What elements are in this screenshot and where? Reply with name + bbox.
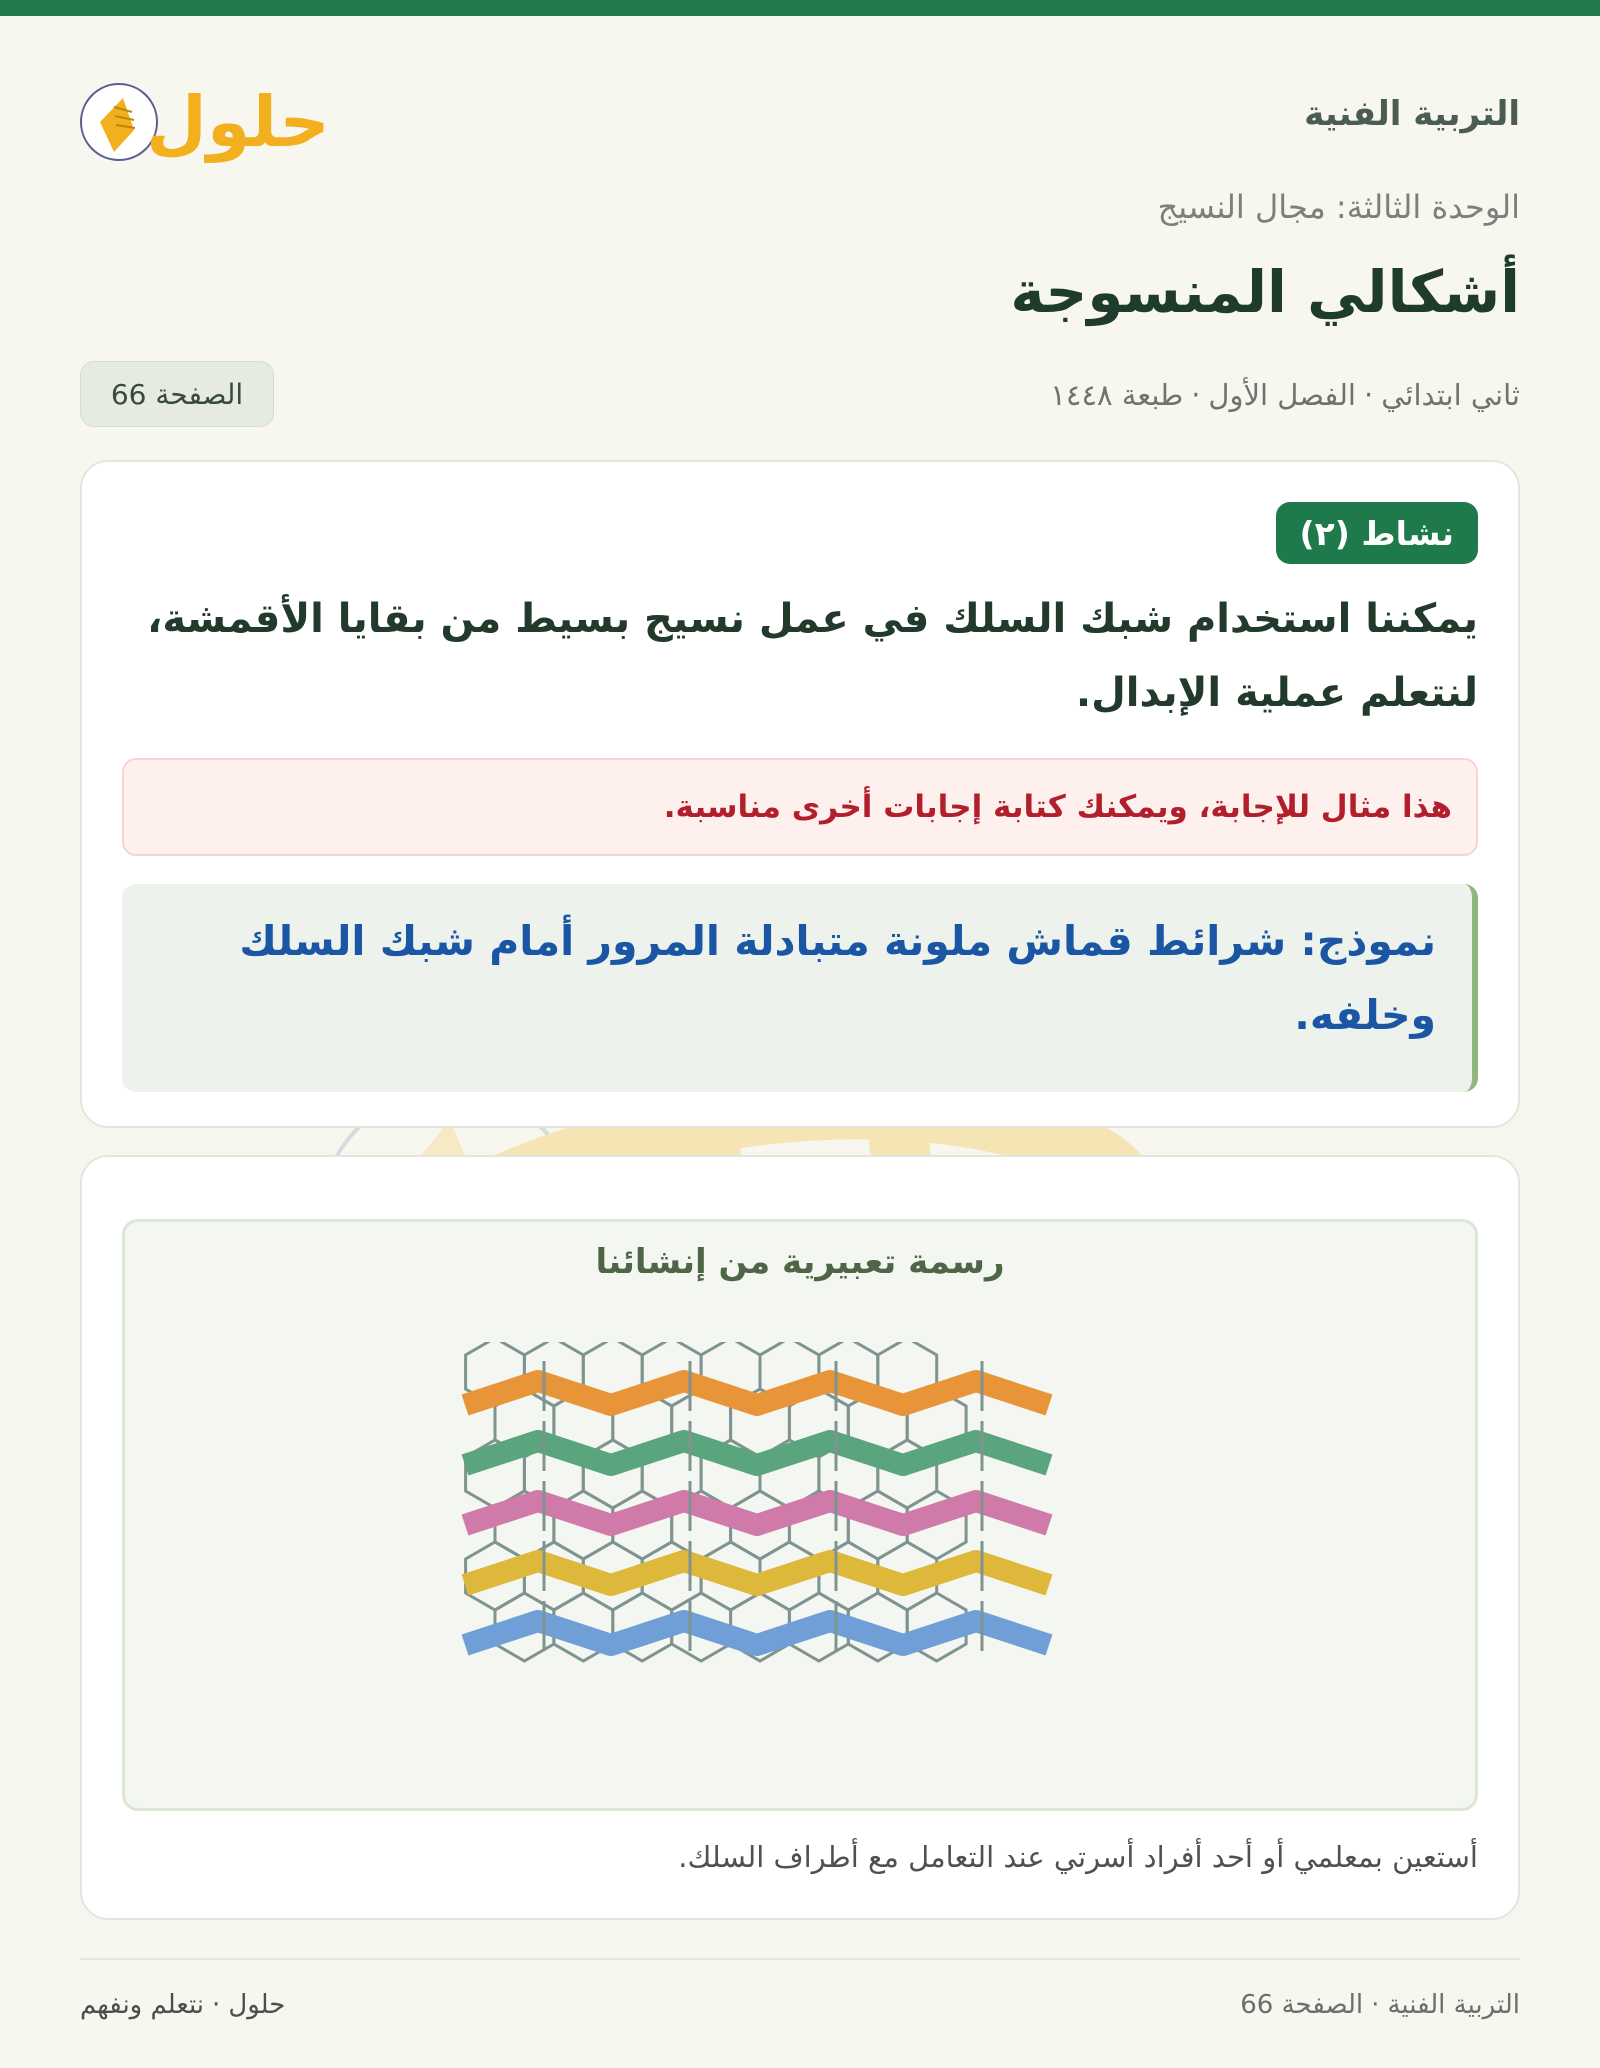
weaving-illustration	[455, 1342, 1155, 1762]
footer-brand[interactable]: حلول·نتعلم ونفهم	[80, 1990, 286, 2020]
footer-page-info: التربية الفنية·الصفحة 66	[1240, 1990, 1520, 2020]
unit-title: الوحدة الثالثة: مجال النسيج	[1157, 188, 1520, 226]
edition-label: طبعة ١٤٤٨	[1050, 378, 1184, 412]
model-answer: نموذج: شرائط قماش ملونة متبادلة المرور أمام شبك السلك وخلفه.	[122, 884, 1478, 1092]
page-title: أشكالي المنسوجة	[1010, 258, 1520, 326]
footer-divider	[80, 1958, 1520, 1960]
activity-question: يمكننا استخدام شبك السلك في عمل نسيج بسيط من بقايا الأقمشة، لنتعلم عملية الإبدال.	[147, 596, 1478, 716]
top-accent-bar	[0, 0, 1600, 16]
page-number-badge: الصفحة 66	[80, 361, 274, 427]
term-label: الفصل الأول	[1208, 378, 1356, 412]
illustration-title: رسمة تعبيرية من إنشائنا	[595, 1242, 1005, 1282]
illustration-card	[80, 1155, 1520, 1920]
fabric-strip	[465, 1441, 1049, 1465]
footer-brand-name: حلول	[228, 1990, 286, 2020]
grade-label: ثاني ابتدائي	[1381, 378, 1520, 412]
activity-card	[80, 460, 1520, 1128]
footer-subject: التربية الفنية	[1387, 1990, 1520, 2020]
logo-wordmark: حلول	[146, 81, 328, 163]
answer-note: هذا مثال للإجابة، ويمكنك كتابة إجابات أخرى مناسبة.	[122, 758, 1478, 856]
illustration-frame	[122, 1219, 1478, 1811]
subject-title: التربية الفنية	[1304, 94, 1520, 134]
fabric-strip	[465, 1561, 1049, 1585]
safety-note: أستعين بمعلمي أو أحد أفراد أسرتي عند التعامل مع أطراف السلك.	[678, 1840, 1478, 1874]
lesson-meta: ثاني ابتدائي·الفصل الأول·طبعة ١٤٤٨	[1050, 378, 1520, 412]
footer-page: الصفحة 66	[1240, 1990, 1364, 2020]
footer-slogan: نتعلم ونفهم	[80, 1990, 205, 2020]
activity-badge: نشاط (٢)	[1276, 502, 1478, 564]
fabric-strip	[465, 1381, 1049, 1405]
site-logo[interactable]	[78, 60, 328, 170]
